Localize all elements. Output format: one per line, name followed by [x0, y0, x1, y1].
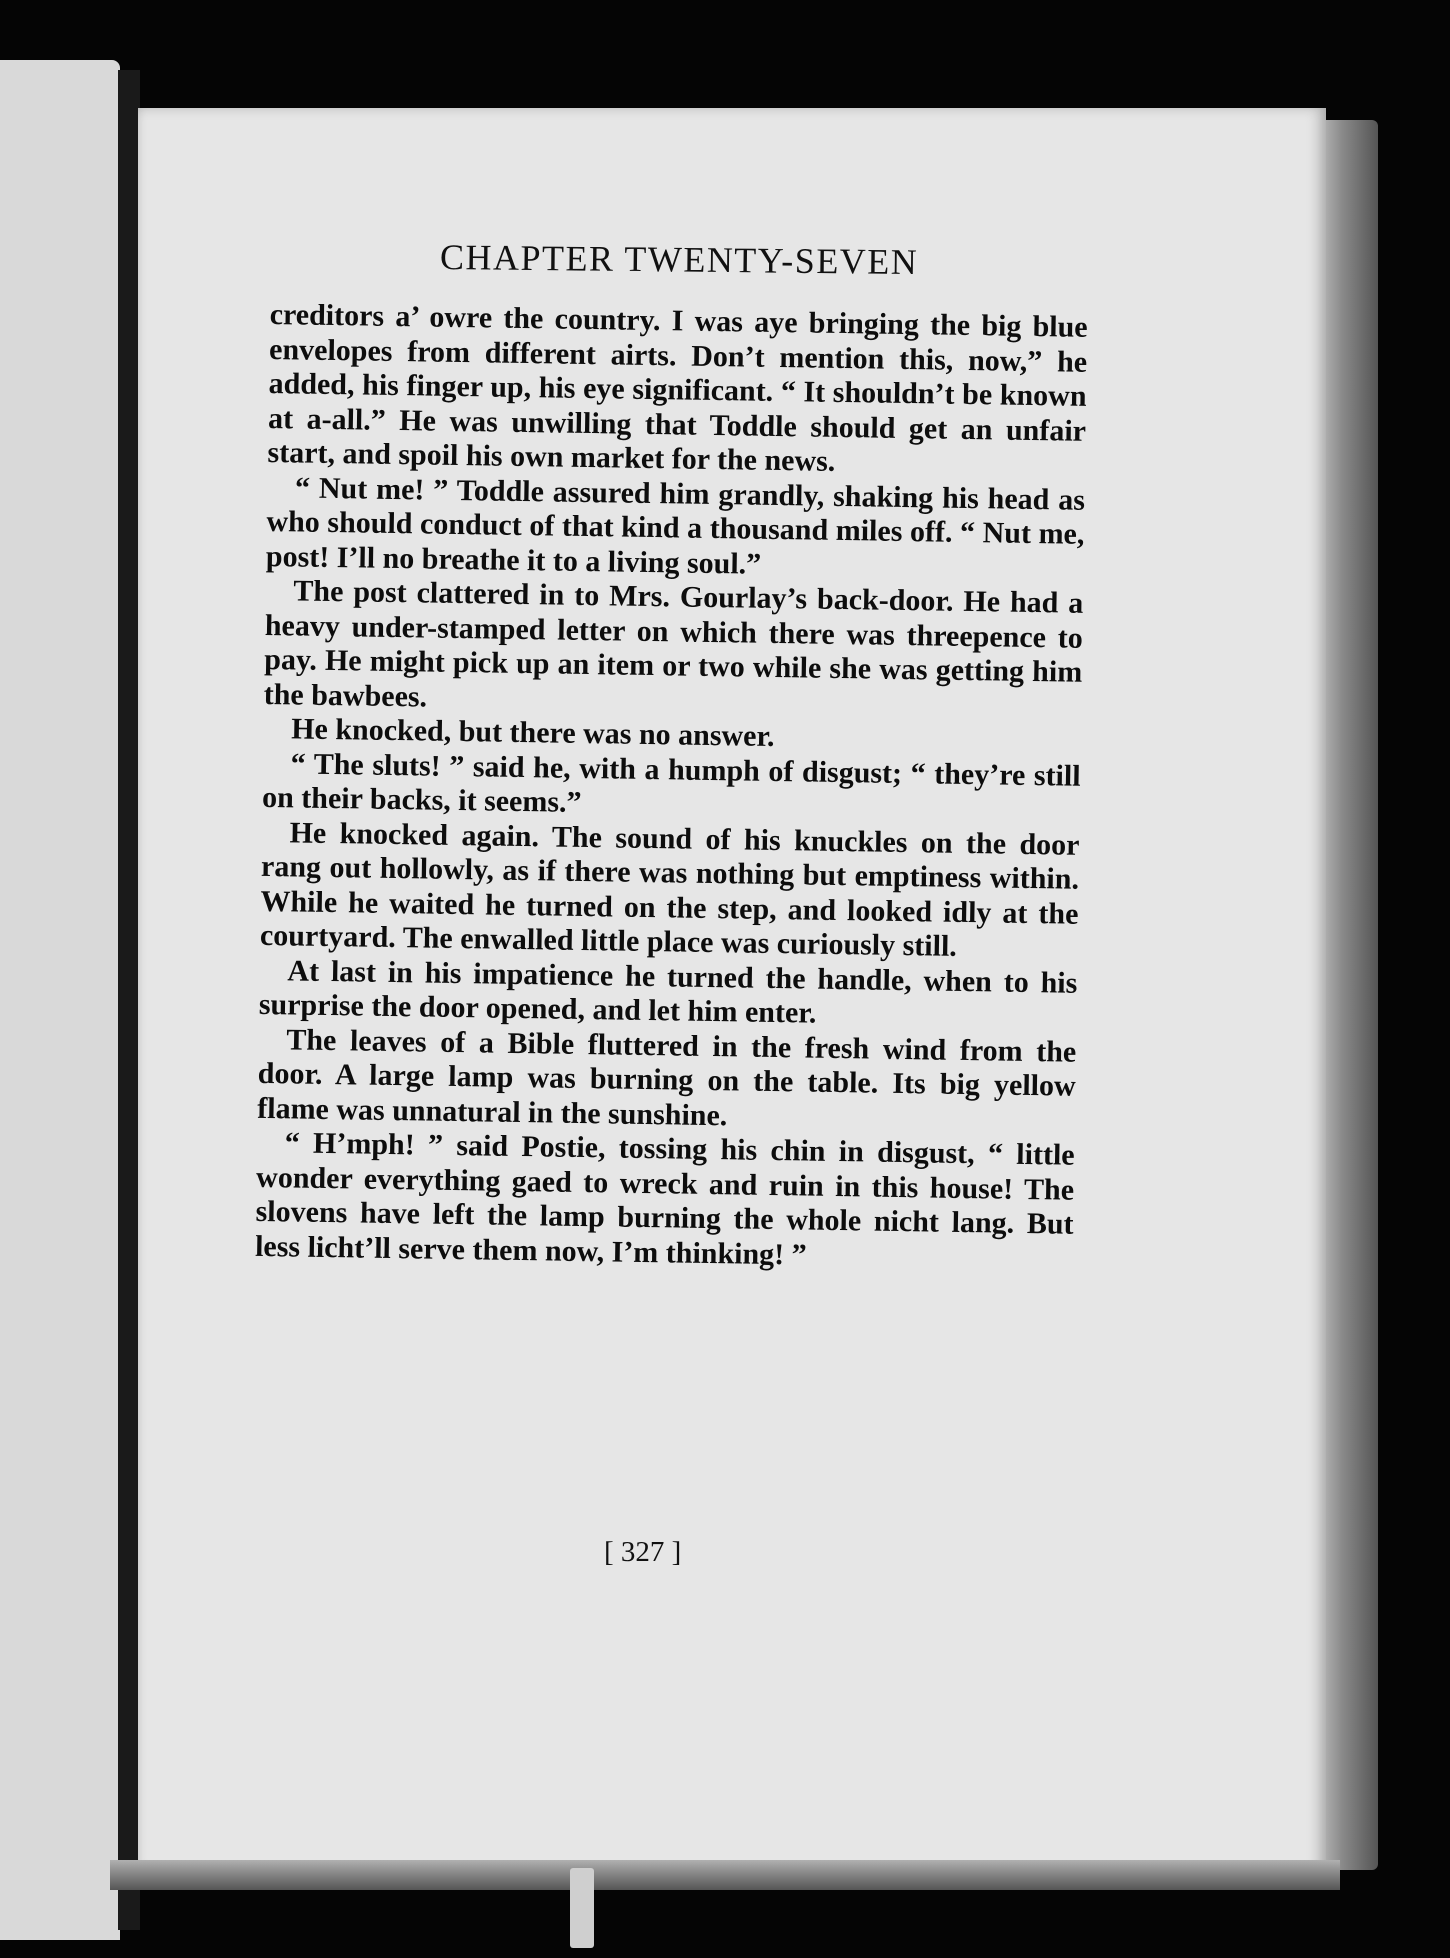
paragraph: “ The sluts! ” said he, with a humph of disgust; “ they’re still on their backs, it seems.”: [261, 746, 1081, 819]
paragraph: creditors a’ owre the country. I was aye bringing the big blue envelopes from different airts. Don’t mention this, now,” he added, his finger up, his eye significant. “ It shouldn’t be known at a-all.” He was unwilling that Toddle should get an unfair start, and spoil his own market for the news.: [267, 298, 1088, 478]
paragraph: “ Nut me! ” Toddle assured him grandly, shaking his head as who should conduct of that kind a thousand miles off. “ Nut me, post! I’ll no breathe it to a living soul.”: [265, 470, 1086, 581]
paragraph: He knocked, but there was no answer.: [290, 712, 775, 753]
page-bottom-edge: [110, 1860, 1340, 1890]
binding-clip: [570, 1868, 594, 1948]
paragraph: The post clattered in to Mrs. Gourlay’s back-door. He had a heavy under-stamped letter on which there was threepence to pay. He might pick up an item or two while she was getting him the bawbees.: [263, 574, 1084, 714]
paragraph: He knocked again. The sound of his knuckles on the door rang out hollowly, as if there was nothing but emptiness within. While he waited he turned on the step, and looked idly at the courtyard. The enwalled little place was curiously still.: [259, 815, 1080, 963]
body-text: [255, 298, 1088, 1277]
book-spine: [118, 70, 140, 1930]
page-stack-edge: [1318, 120, 1378, 1870]
paragraph: “ H’mph! ” said Postie, tossing his chin in disgust, “ little wonder everything gaed to wreck and ruin in this house! The slovens have left the lamp burning the whole nicht lang. But less licht’ll serve them now, I’m thinking! ”: [254, 1126, 1075, 1272]
facing-page-edge: [0, 60, 120, 1940]
chapter-heading: CHAPTER TWENTY-SEVEN: [439, 237, 919, 283]
paragraph: At last in his impatience he turned the handle, when to his surprise the door opened, and let him enter.: [258, 953, 1078, 1030]
paragraph: The leaves of a Bible fluttered in the fresh wind from the door. A large lamp was burning on the table. Its big yellow flame was unnatural in the sunshine.: [257, 1022, 1077, 1132]
page-number: [ 327 ]: [604, 1536, 682, 1568]
